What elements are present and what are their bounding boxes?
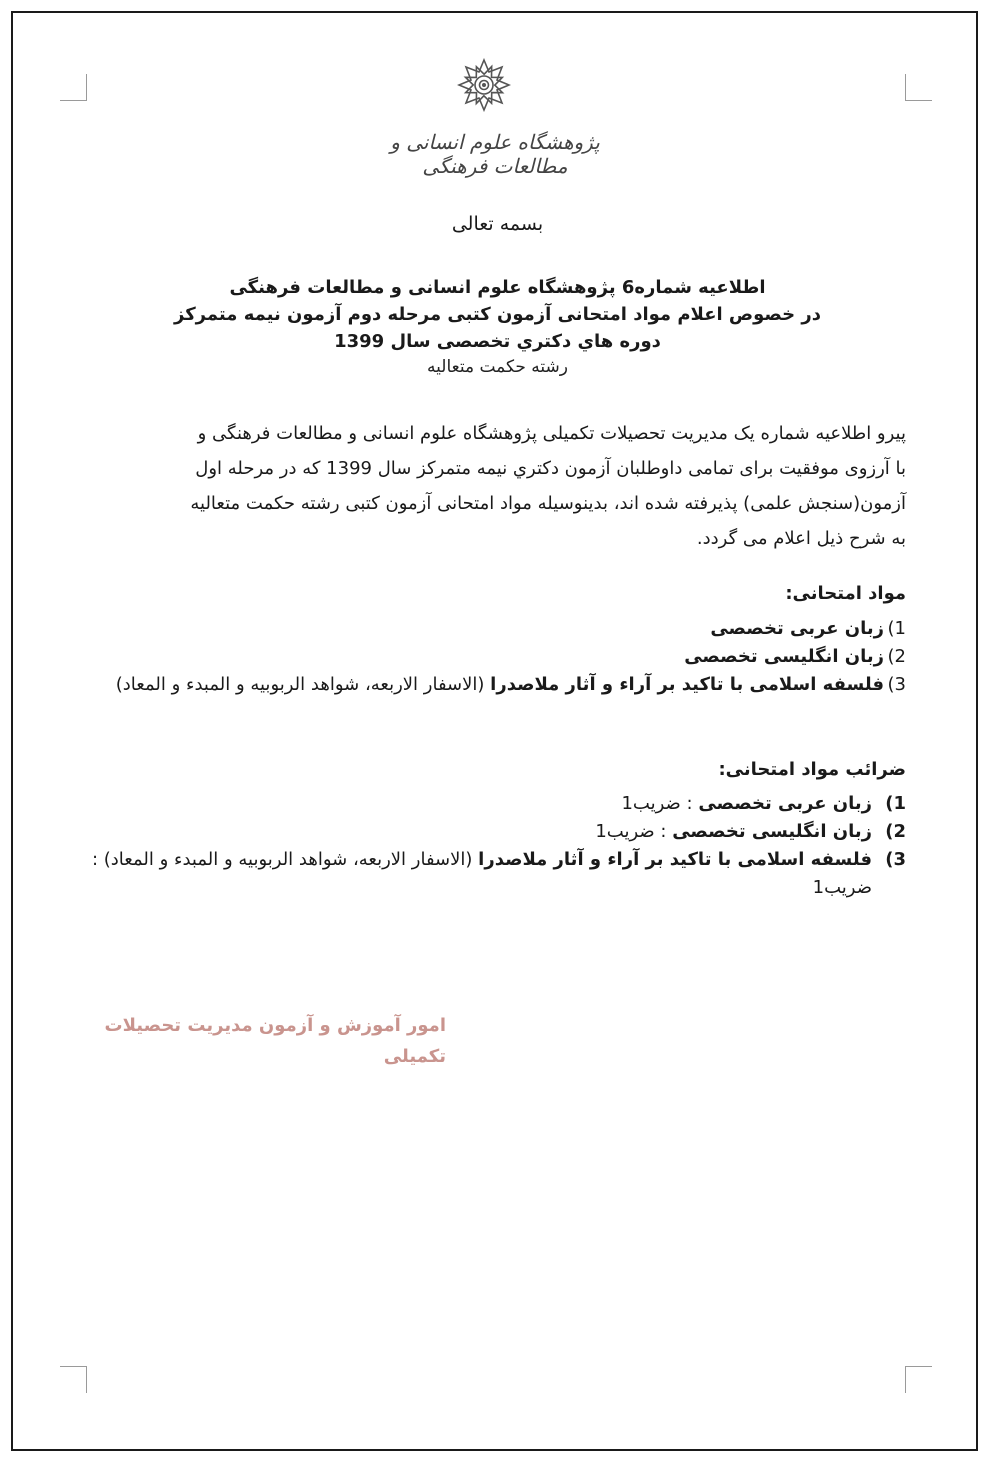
crop-mark-bottom-right — [905, 1366, 932, 1393]
institute-logo-icon — [457, 58, 511, 112]
subject-coefficient: : ضریب1 — [595, 821, 673, 842]
subject-coefficient: (الاسفار الاربعه، شواهد الربوبیه و المبدء و المعاد) : ضریب1 — [91, 849, 872, 898]
body-line: با آرزوی موفقیت برای تمامی داوطلبان آزمون دکتري نیمه متمرکز سال 1399 که در مرحله اول — [195, 458, 906, 479]
institute-name-logotype: پژوهشگاه علوم انسانی و مطالعات فرهنگی — [390, 130, 600, 178]
signature-line: امور آموزش و آزمون مدیریت تحصیلات — [104, 1015, 446, 1036]
body-line: پیرو اطلاعیه شماره یک مدیریت تحصیلات تکمیلی پژوهشگاه علوم انسانی و مطالعات فرهنگی و — [197, 423, 906, 444]
crop-mark-top-left — [60, 74, 87, 101]
subject-name: فلسفه اسلامی با تاکید بر آراء و آثار ملاصدرا — [478, 849, 872, 870]
list-item — [88, 615, 906, 643]
list-item — [88, 846, 906, 902]
crop-mark-bottom-left — [60, 1366, 87, 1393]
body-line: به شرح ذیل اعلام می گردد. — [696, 528, 906, 549]
signature-block — [86, 1010, 446, 1072]
subject-detail: (الاسفار الاربعه، شواهد الربوبیه و المبدء و المعاد) — [115, 674, 491, 695]
signature-line: تکمیلی — [383, 1046, 446, 1067]
body-line: آزمون(سنجش علمی) پذیرفته شده اند، بدینوسیله مواد امتحانی آزمون کتبی رشته حکمت متعالیه — [190, 493, 906, 514]
coefficients-heading: ضرائب مواد امتحانی: — [718, 759, 906, 780]
subject-coefficient: : ضریب1 — [621, 793, 699, 814]
subject-name: زبان انگلیسی تخصصی — [684, 646, 884, 667]
exam-subjects-heading: مواد امتحانی: — [785, 583, 906, 604]
list-item — [88, 818, 906, 846]
item-number: 3) — [887, 674, 906, 695]
subject-name: زبان عربی تخصصی — [710, 618, 884, 639]
body-paragraph — [88, 416, 906, 556]
exam-subjects-list — [88, 615, 906, 699]
crop-mark-top-right — [905, 74, 932, 101]
item-number: 3) — [885, 849, 906, 870]
item-number: 1) — [887, 618, 906, 639]
subject-name: زبان عربی تخصصی — [698, 793, 872, 814]
list-item — [88, 790, 906, 818]
announcement-title-line2: در خصوص اعلام مواد امتحانی آزمون کتبی مرحله دوم آزمون نیمه متمرکز — [174, 304, 821, 325]
subject-name: زبان انگلیسی تخصصی — [672, 821, 872, 842]
coefficients-list — [88, 790, 906, 902]
field-of-study: رشته حکمت متعالیه — [427, 357, 568, 377]
subject-name: فلسفه اسلامی با تاکید بر آراء و آثار ملاصدرا — [490, 674, 884, 695]
item-number: 1) — [885, 793, 906, 814]
announcement-title-line3: دوره هاي دكتري تخصصی سال 1399 — [334, 331, 661, 352]
basmala: بسمه تعالی — [451, 213, 544, 235]
item-number: 2) — [885, 821, 906, 842]
item-number: 2) — [887, 646, 906, 667]
announcement-title: اطلاعیه شماره6 پژوهشگاه علوم انسانی و مطالعات فرهنگی — [229, 277, 766, 298]
list-item — [88, 671, 906, 699]
list-item — [88, 643, 906, 671]
